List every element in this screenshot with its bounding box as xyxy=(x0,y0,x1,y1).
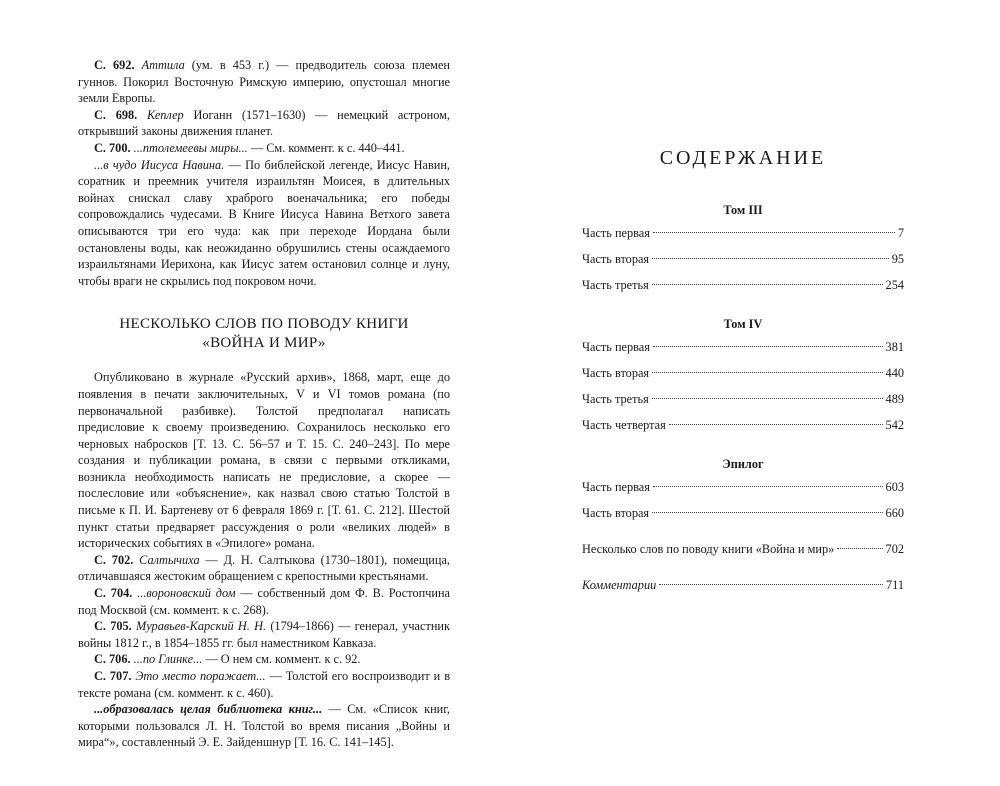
toc-entry-page: 95 xyxy=(891,252,904,266)
note-term: Аттила xyxy=(141,58,185,72)
note-kepler xyxy=(78,107,450,140)
toc-entry[interactable] xyxy=(582,500,904,526)
toc-entry-label: Несколько слов по поводу книги «Война и мир» xyxy=(582,542,835,556)
article-intro: Опубликовано в журнале «Русский архив», 1868, март, еще до появления в печати заключительных, V и VI томов романа (по первоначальной разбивке). Толстой предполагал написать предисловие к своему произведению. Сохранилось несколько его черновых набросков [Т. 13. С. 56–57 и Т. 15. С. 240–243]. По мере создания и публикации романа, в связи с первыми откликами, возникла необходимость написать не предисловие, а скорее — послесловие или «объяснение», как назвал свою статью Толстой в письме к П. И. Бартеневу от 6 февраля 1869 г. [Т. 61. С. 212]. Шестой пункт статьи предваряет рассуждения о роли «великих людей» в исторических событиях в «Эпилоге» романа. xyxy=(78,370,450,551)
note-ref: С. 692. xyxy=(94,58,135,72)
toc-volume-title: Эпилог xyxy=(722,457,764,471)
article-title-line: НЕСКОЛЬКО СЛОВ ПО ПОВОДУ КНИГИ xyxy=(119,316,409,333)
note-text: — собственный дом Ф. В. Ростопчина под Москвой (см. коммент. к с. 268). xyxy=(78,586,450,617)
toc-entry-label: Часть третья xyxy=(582,278,649,292)
note-term: Это место поражает... xyxy=(135,669,266,683)
toc-entry[interactable] xyxy=(582,220,904,246)
toc-entry[interactable] xyxy=(582,386,904,412)
note-ref: С. 706. xyxy=(94,652,131,667)
table-of-contents xyxy=(582,200,904,598)
toc-entry[interactable] xyxy=(582,246,904,272)
toc-entry-page: 711 xyxy=(886,578,904,592)
note-library xyxy=(78,701,450,751)
note-term: Муравьев-Карский Н. Н. xyxy=(136,619,267,634)
toc-entry-label: Часть вторая xyxy=(582,366,650,380)
note-saltychikha xyxy=(78,552,450,585)
note-ref: С. 707. xyxy=(94,669,132,683)
toc-leader-dots xyxy=(669,424,883,425)
toc-entry-label: Часть первая xyxy=(582,340,650,354)
toc-leader-dots xyxy=(837,548,882,549)
note-glinka xyxy=(78,651,450,668)
toc-leader-dots xyxy=(653,346,883,347)
note-ref: С. 698. xyxy=(94,107,138,122)
note-ref: С. 705. xyxy=(94,619,132,634)
toc-entry-label: Часть первая xyxy=(582,480,650,494)
note-text: (1794–1866) — генерал, участник войны 1812 г., в 1854–1855 гг. был наместником Кавказа. xyxy=(78,619,450,650)
article-title-line: «ВОЙНА И МИР» xyxy=(202,335,326,352)
toc-leader-dots xyxy=(652,512,882,513)
toc-entry-page: 440 xyxy=(885,366,904,380)
commentary-column xyxy=(78,57,450,751)
toc-leader-dots xyxy=(652,372,882,373)
toc-entry-page: 381 xyxy=(885,340,904,354)
toc-entry-article[interactable] xyxy=(582,536,904,562)
toc-heading: СОДЕРЖАНИЕ xyxy=(659,147,827,169)
toc-entry-label: Часть вторая xyxy=(582,506,650,520)
note-attila xyxy=(78,57,450,107)
toc-leader-dots xyxy=(653,232,895,233)
note-term: ...вороновский дом xyxy=(137,586,236,601)
toc-entry-page: 542 xyxy=(885,418,904,432)
note-text: (ум. в 453 г.) — предводитель союза племен гуннов. Покорил Восточную Римскую империю, опустошал многие земли Европы. xyxy=(78,58,450,106)
note-ref: С. 702. xyxy=(94,552,134,567)
toc-leader-dots xyxy=(659,584,883,585)
toc-entry-label: Часть вторая xyxy=(582,252,650,266)
toc-leader-dots xyxy=(652,258,889,259)
toc-entry-page: 660 xyxy=(885,506,904,520)
toc-leader-dots xyxy=(653,486,883,487)
toc-entry-page: 702 xyxy=(885,542,904,556)
note-term: ...по Глинке... xyxy=(133,652,203,667)
note-text: — См. «Список книг, которыми пользовался Л. Н. Толстой во время писания „Войны и мира“», составленный Э. Е. Зайденшнур [Т. 16. С. 141–145]. xyxy=(78,702,450,750)
note-voronovo xyxy=(78,585,450,618)
article-title xyxy=(78,315,450,353)
toc-entry-page: 603 xyxy=(885,480,904,494)
toc-entry-page: 7 xyxy=(897,226,904,240)
note-this-place xyxy=(78,668,450,701)
note-term: Кеплер xyxy=(146,107,184,122)
toc-entry[interactable] xyxy=(582,474,904,500)
toc-entry-label: Часть четвертая xyxy=(582,418,666,432)
note-term: Салтычиха xyxy=(139,552,200,567)
toc-entry[interactable] xyxy=(582,412,904,438)
note-term: ...птолемеевы миры... xyxy=(133,140,248,155)
note-ref: С. 704. xyxy=(94,586,133,601)
toc-entry-commentary[interactable] xyxy=(582,572,904,598)
right-page xyxy=(500,0,1000,786)
note-ref: С. 700. xyxy=(94,140,131,155)
toc-volume-title: Том IV xyxy=(723,317,763,331)
note-text: — О нем см. коммент. к с. 92. xyxy=(202,652,361,667)
toc-entry-page: 254 xyxy=(885,278,904,292)
note-text: Иоганн (1571–1630) — немецкий астроном, открывший законы движения планет. xyxy=(78,107,451,139)
toc-leader-dots xyxy=(652,284,883,285)
toc-entry[interactable] xyxy=(582,334,904,360)
toc-leader-dots xyxy=(652,398,883,399)
toc-volume-title: Том III xyxy=(723,203,763,217)
toc-entry-label: Часть третья xyxy=(582,392,649,406)
note-joshua xyxy=(78,157,450,290)
note-text: — Толстой его воспроизводит и в тексте романа (см. коммент. к с. 460). xyxy=(78,669,450,700)
note-term: ...в чудо Иисуса Навина. xyxy=(94,157,225,172)
note-muravyov xyxy=(78,618,450,651)
toc-entry[interactable] xyxy=(582,272,904,298)
toc-entry[interactable] xyxy=(582,360,904,386)
note-text: — По библейской легенде, Иисус Навин, соратник и преемник учителя израильтян Моисея, в длительных войнах снискал славу храброго военачальника; его победы сопровождались чудесами. В Книге Иисуса Навина Ветхого завета описываются три его чуда: как при переходе Иордана были остановлены воды, как неожиданно обрушились стены осаждаемого израильтянами Иерихона, как Иисус затем остановил солнце и луну, чтобы враги не скрылись под покровом ночи. xyxy=(78,157,450,288)
note-text: — См. коммент. к с. 440–441. xyxy=(247,140,405,155)
note-ptolemy xyxy=(78,140,450,157)
note-term: ...образовалась целая библиотека книг... xyxy=(94,702,323,717)
toc-entry-label: Часть первая xyxy=(582,226,650,240)
toc-entry-label: Комментарии xyxy=(582,578,657,592)
toc-entry-page: 489 xyxy=(885,392,904,406)
note-text: — Д. Н. Салтыкова (1730–1801), помещица, отличавшаяся жестоким обращением с крепостными крестьянами. xyxy=(78,552,450,584)
